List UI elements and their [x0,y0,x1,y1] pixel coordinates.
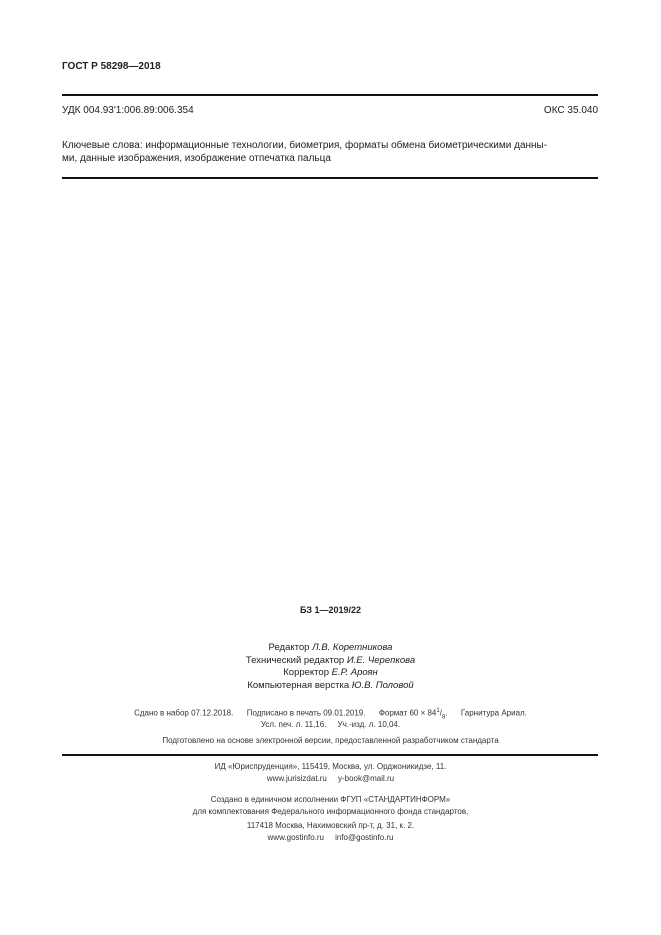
publisher-contacts: www.jurisizdat.ru y-book@mail.ru [266,774,395,783]
typeface: Гарнитура Ариал. [460,708,527,718]
staff-name: Л.В. Коретникова [312,642,393,653]
staff-role: Компьютерная верстка [247,679,350,691]
publisher-line-1: ИД «Юриспруденция», 115419, Москва, ул. Орджоникидзе, 11. [214,762,447,771]
format-den: 8 [441,714,446,721]
oks-code: ОКС 35.040 [543,105,598,116]
format: Формат 60 × 84 [378,708,437,718]
staff-tech-editor [0,655,661,668]
keywords-line-1: Ключевые слова: информационные технологии, биометрия, форматы обмена биометрическими данны- [62,140,548,151]
publisher-address: 117418 Москва, Нахимовский пр-т, д. 31, к. 2. [246,821,415,830]
publisher-line-3: Создано в единичном исполнении ФГУП «СТАНДАРТИНФОРМ» [210,795,451,804]
staff-role: Редактор [268,642,310,653]
publisher-line-4: для комплектования Федерального информационного фонда стандартов, [192,807,469,816]
signed-date: Подписано в печать 09.01.2019. [246,708,366,718]
staff-role: Корректор [283,667,329,679]
publisher-web: www.gostinfo.ru info@gostinfo.ru [267,833,394,842]
staff-role: Технический редактор [245,654,345,666]
divider [62,177,598,179]
divider [62,94,598,96]
staff-name: И.Е. Черепкова [346,654,416,666]
staff-corrector [0,667,661,680]
print-details: Сдано в набор 07.12.2018. Подписано в печать 09.01.2019. Формат $60 \times 84^1/_8$. Гарнитура Ариал. [134,708,527,721]
bz-number: БЗ 1—2019/22 [299,605,362,615]
format-end: . [445,708,448,718]
udk-code: УДК 004.93'1:006.89:006.354 [62,105,194,116]
staff-name: Ю.В. Половой [351,679,414,691]
sheets: Усл. печ. л. 11,16. Уч.-изд. л. 10,04. [260,720,401,729]
staff-layout [0,680,661,693]
prepared-note: Подготовлено на основе электронной версии, предоставленной разработчиком стандарта [162,736,499,745]
staff-editor [0,642,661,655]
format-num: 1 [436,708,440,714]
sent-date: Сдано в набор 07.12.2018. [134,708,234,718]
keywords-line-2: ми, данные изображения, изображение отпечатка пальца [62,153,331,164]
standard-number: ГОСТ Р 58298—2018 [62,61,161,72]
staff-name: Е.Р. Ароян [331,667,378,679]
staff-list [0,642,661,692]
divider [62,754,598,756]
